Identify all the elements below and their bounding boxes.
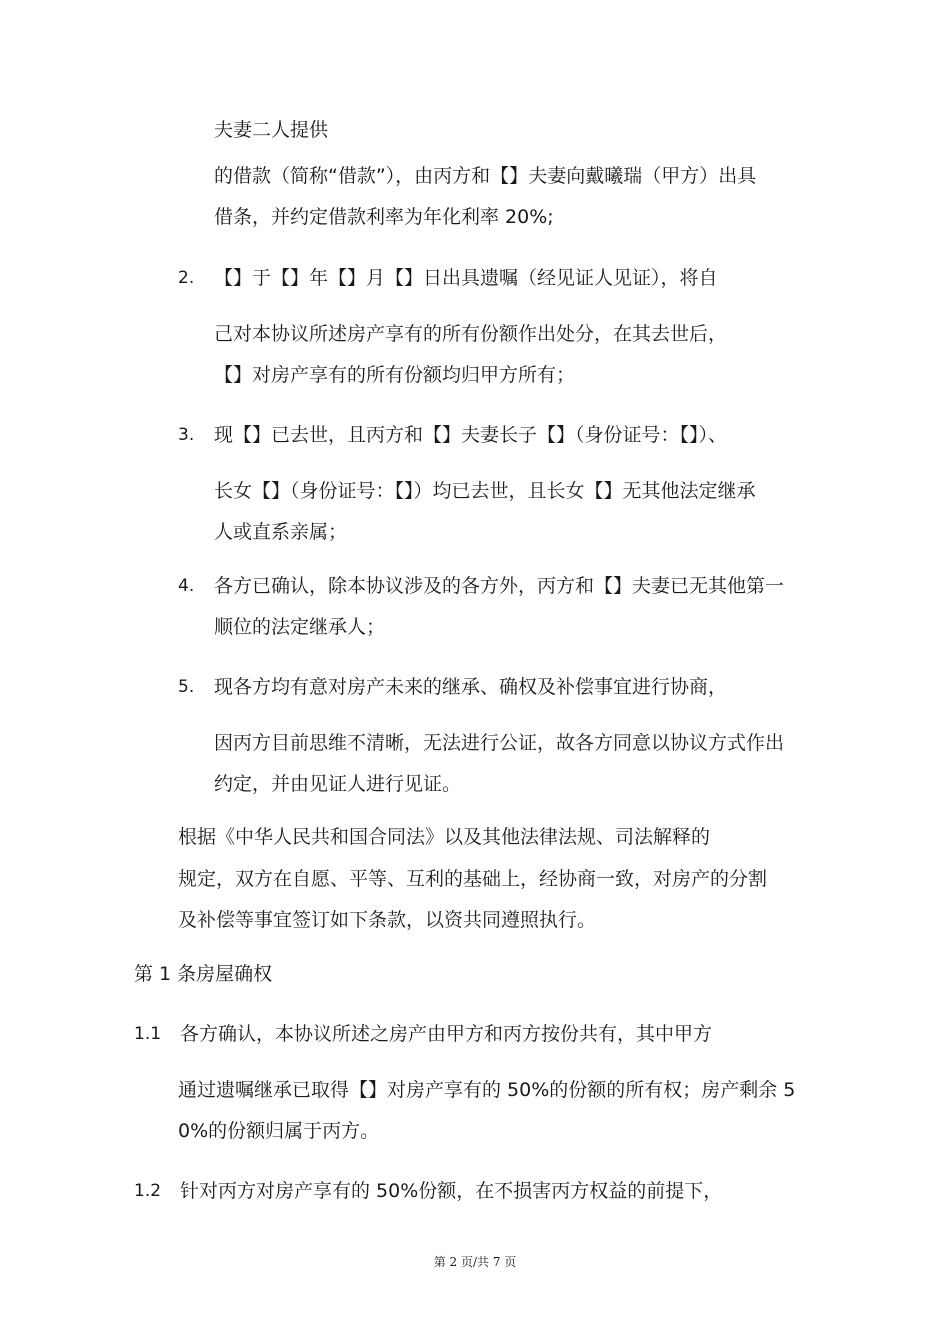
item-1-line-2: 的借款（简称“借款”），由丙方和【】夫妻向戴曦瑞（甲方）出具 xyxy=(214,165,757,187)
item-1-line-3: 借条，并约定借款利率为年化利率 20%; xyxy=(214,206,554,228)
item-4-line-1: 各方已确认，除本协议涉及的各方外，丙方和【】夫妻已无其他第一 xyxy=(214,575,785,597)
item-3-line-1: 现【】已去世，且丙方和【】夫妻长子【】（身份证号：【】）、 xyxy=(214,424,728,446)
item-3-number: 3. xyxy=(178,425,195,445)
clause-1-2-number: 1.2 xyxy=(134,1181,162,1201)
item-4-line-2: 顺位的法定继承人； xyxy=(214,616,386,638)
preamble-line-1: 根据《中华人民共和国合同法》以及其他法律法规、司法解释的 xyxy=(178,826,711,848)
item-1-line-1: 夫妻二人提供 xyxy=(214,119,329,141)
article-title: 第 1 条房屋确权 xyxy=(134,963,273,985)
clause-1-1-number: 1.1 xyxy=(134,1024,162,1044)
item-2-line-1: 【】于【】年【】月【】日出具遗嘱（经见证人见证），将自 xyxy=(214,267,718,289)
clause-1-1-line-3: 0%的份额归属于丙方。 xyxy=(178,1120,380,1142)
item-2-line-3: 【】对房产享有的所有份额均归甲方所有； xyxy=(214,364,576,386)
item-2-line-2: 己对本协议所述房产享有的所有份额作出处分，在其去世后， xyxy=(214,323,728,345)
item-4-number: 4. xyxy=(178,576,195,596)
clause-1-1-line-2: 通过遗嘱继承已取得【】对房产享有的 50%的份额的所有权；房产剩余 5 xyxy=(178,1079,796,1101)
item-5-line-2: 因丙方目前思维不清晰，无法进行公证，故各方同意以协议方式作出 xyxy=(214,732,785,754)
item-3-line-3: 人或直系亲属； xyxy=(214,521,348,543)
clause-1-2-line-1: 针对丙方对房产享有的 50%份额，在不损害丙方权益的前提下， xyxy=(180,1180,723,1202)
clause-1-1-line-1: 各方确认，本协议所述之房产由甲方和丙方按份共有，其中甲方 xyxy=(180,1023,713,1045)
item-5-line-1: 现各方均有意对房产未来的继承、确权及补偿事宜进行协商， xyxy=(214,676,728,698)
preamble-line-2: 规定，双方在自愿、平等、互利的基础上，经协商一致，对房产的分割 xyxy=(178,868,768,890)
item-5-number: 5. xyxy=(178,677,195,697)
preamble-line-3: 及补偿等事宜签订如下条款，以资共同遵照执行。 xyxy=(178,909,597,931)
item-2-number: 2. xyxy=(178,268,195,288)
item-5-line-3: 约定，并由见证人进行见证。 xyxy=(214,773,462,795)
page-footer: 第 2 页/共 7 页 xyxy=(433,1255,517,1269)
item-3-line-2: 长女【】（身份证号：【】）均已去世，且长女【】无其他法定继承 xyxy=(214,480,756,502)
